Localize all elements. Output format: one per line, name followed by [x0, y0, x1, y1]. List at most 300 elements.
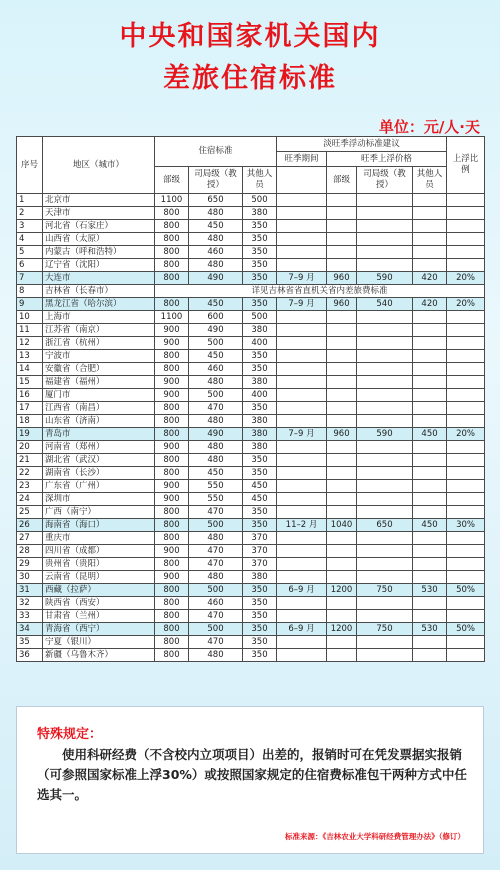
cell-ratio	[447, 259, 485, 272]
table-row	[17, 532, 485, 545]
cell-period	[277, 597, 327, 610]
cell-bu: 900	[155, 376, 189, 389]
cell-pbu: 960	[327, 272, 357, 285]
header-bu: 部级	[155, 167, 189, 194]
cell-bu: 800	[155, 246, 189, 259]
cell-bu: 800	[155, 610, 189, 623]
cell-ratio: 20%	[447, 298, 485, 311]
cell-ratio	[447, 571, 485, 584]
cell-pot	[413, 597, 447, 610]
table-row	[17, 376, 485, 389]
cell-ot: 350	[243, 623, 277, 636]
cell-psj	[357, 311, 413, 324]
cell-pot: 420	[413, 298, 447, 311]
cell-no: 7	[17, 272, 43, 285]
special-rules-box	[16, 706, 484, 854]
cell-sj: 490	[189, 324, 243, 337]
cell-region: 广西（南宁）	[43, 506, 155, 519]
cell-no: 36	[17, 649, 43, 662]
page-title-line1: 中央和国家机关国内	[119, 21, 381, 52]
cell-ot: 380	[243, 324, 277, 337]
cell-ratio	[447, 636, 485, 649]
cell-region: 陕西省（西安）	[43, 597, 155, 610]
cell-period	[277, 610, 327, 623]
cell-region: 重庆市	[43, 532, 155, 545]
cell-period	[277, 311, 327, 324]
cell-ratio	[447, 194, 485, 207]
header-peak-other: 其他人员	[413, 167, 447, 194]
cell-period	[277, 246, 327, 259]
cell-ot: 350	[243, 610, 277, 623]
cell-ratio	[447, 246, 485, 259]
cell-region: 甘肃省（兰州）	[43, 610, 155, 623]
cell-psj	[357, 259, 413, 272]
cell-ot: 380	[243, 428, 277, 441]
header-sj: 司局级（教授）	[189, 167, 243, 194]
cell-bu: 1100	[155, 194, 189, 207]
cell-ratio	[447, 649, 485, 662]
cell-region: 福建省（福州）	[43, 376, 155, 389]
cell-region: 天津市	[43, 207, 155, 220]
table-row	[17, 415, 485, 428]
cell-ratio	[447, 233, 485, 246]
cell-sj: 490	[189, 428, 243, 441]
cell-pot	[413, 311, 447, 324]
cell-ot: 380	[243, 207, 277, 220]
cell-ratio	[447, 610, 485, 623]
cell-no: 9	[17, 298, 43, 311]
cell-ot: 500	[243, 311, 277, 324]
table-row	[17, 584, 485, 597]
header-other: 其他人员	[243, 167, 277, 194]
cell-no: 20	[17, 441, 43, 454]
table-row	[17, 493, 485, 506]
cell-pot	[413, 480, 447, 493]
cell-region: 深圳市	[43, 493, 155, 506]
cell-ratio: 50%	[447, 623, 485, 636]
cell-region: 海南省（海口）	[43, 519, 155, 532]
table-row	[17, 467, 485, 480]
cell-period	[277, 337, 327, 350]
cell-ot: 450	[243, 493, 277, 506]
cell-merged: 详见吉林省省直机关省内差旅费标准	[155, 285, 485, 298]
cell-period	[277, 259, 327, 272]
cell-no: 15	[17, 376, 43, 389]
cell-no: 10	[17, 311, 43, 324]
cell-ratio	[447, 350, 485, 363]
cell-no: 14	[17, 363, 43, 376]
cell-pot: 530	[413, 623, 447, 636]
cell-bu: 900	[155, 545, 189, 558]
cell-period	[277, 454, 327, 467]
cell-pot	[413, 532, 447, 545]
table-row	[17, 597, 485, 610]
cell-ot: 350	[243, 649, 277, 662]
cell-region: 广东省（广州）	[43, 480, 155, 493]
cell-pot	[413, 337, 447, 350]
cell-bu: 800	[155, 298, 189, 311]
table-row	[17, 259, 485, 272]
cell-psj	[357, 467, 413, 480]
special-rules-title: 特殊规定：	[37, 727, 103, 742]
cell-region: 山西省（太原）	[43, 233, 155, 246]
cell-no: 12	[17, 337, 43, 350]
cell-region: 安徽省（合肥）	[43, 363, 155, 376]
cell-psj	[357, 480, 413, 493]
cell-period	[277, 207, 327, 220]
cell-psj: 590	[357, 272, 413, 285]
cell-sj: 450	[189, 220, 243, 233]
cell-pbu	[327, 415, 357, 428]
cell-region: 江西省（南昌）	[43, 402, 155, 415]
cell-period	[277, 441, 327, 454]
cell-psj: 590	[357, 428, 413, 441]
cell-region: 宁夏（银川）	[43, 636, 155, 649]
cell-ot: 350	[243, 519, 277, 532]
cell-pbu	[327, 259, 357, 272]
cell-region: 云南省（昆明）	[43, 571, 155, 584]
table-row	[17, 454, 485, 467]
cell-bu: 900	[155, 571, 189, 584]
cell-bu: 900	[155, 441, 189, 454]
cell-psj	[357, 350, 413, 363]
cell-ot: 350	[243, 636, 277, 649]
table-row	[17, 389, 485, 402]
cell-pot	[413, 233, 447, 246]
table-row	[17, 558, 485, 571]
cell-pot: 450	[413, 519, 447, 532]
cell-pbu	[327, 545, 357, 558]
cell-bu: 800	[155, 272, 189, 285]
cell-region: 宁波市	[43, 350, 155, 363]
cell-region: 新疆（乌鲁木齐）	[43, 649, 155, 662]
header-no: 序号	[17, 137, 43, 194]
cell-pbu	[327, 506, 357, 519]
cell-no: 23	[17, 480, 43, 493]
cell-period	[277, 571, 327, 584]
cell-sj: 500	[189, 623, 243, 636]
cell-no: 17	[17, 402, 43, 415]
cell-ratio	[447, 532, 485, 545]
table-row	[17, 246, 485, 259]
cell-sj: 470	[189, 545, 243, 558]
cell-sj: 460	[189, 246, 243, 259]
cell-ot: 400	[243, 389, 277, 402]
table-row	[17, 350, 485, 363]
cell-region: 厦门市	[43, 389, 155, 402]
header-peak-group: 淡旺季浮动标准建议	[277, 137, 447, 152]
cell-sj: 460	[189, 597, 243, 610]
cell-no: 6	[17, 259, 43, 272]
cell-sj: 460	[189, 363, 243, 376]
cell-period: 6–9 月	[277, 584, 327, 597]
cell-ot: 350	[243, 584, 277, 597]
cell-psj	[357, 545, 413, 558]
cell-no: 27	[17, 532, 43, 545]
cell-sj: 450	[189, 350, 243, 363]
cell-no: 5	[17, 246, 43, 259]
cell-sj: 650	[189, 194, 243, 207]
header-peak-period: 旺季期间	[277, 152, 327, 167]
cell-bu: 800	[155, 402, 189, 415]
cell-pbu	[327, 324, 357, 337]
cell-period	[277, 532, 327, 545]
table-row	[17, 636, 485, 649]
cell-ot: 350	[243, 350, 277, 363]
cell-pbu	[327, 233, 357, 246]
cell-ratio	[447, 376, 485, 389]
cell-bu: 800	[155, 363, 189, 376]
cell-sj: 480	[189, 233, 243, 246]
cell-region: 大连市	[43, 272, 155, 285]
cell-no: 18	[17, 415, 43, 428]
cell-sj: 500	[189, 337, 243, 350]
cell-region: 内蒙古（呼和浩特）	[43, 246, 155, 259]
cell-psj	[357, 415, 413, 428]
cell-period: 6–9 月	[277, 623, 327, 636]
cell-no: 8	[17, 285, 43, 298]
table-row	[17, 233, 485, 246]
cell-no: 21	[17, 454, 43, 467]
cell-ot: 450	[243, 480, 277, 493]
cell-bu: 900	[155, 493, 189, 506]
cell-region: 浙江省（杭州）	[43, 337, 155, 350]
cell-pot	[413, 376, 447, 389]
cell-pbu	[327, 363, 357, 376]
cell-ot: 370	[243, 558, 277, 571]
header-region: 地区（城市）	[43, 137, 155, 194]
cell-no: 16	[17, 389, 43, 402]
cell-bu: 800	[155, 597, 189, 610]
cell-pbu	[327, 480, 357, 493]
cell-bu: 800	[155, 428, 189, 441]
table-row	[17, 402, 485, 415]
cell-period	[277, 389, 327, 402]
cell-ratio	[447, 493, 485, 506]
cell-pot	[413, 220, 447, 233]
cell-region: 青岛市	[43, 428, 155, 441]
cell-ot: 350	[243, 454, 277, 467]
cell-pbu: 960	[327, 298, 357, 311]
cell-region: 西藏（拉萨）	[43, 584, 155, 597]
cell-sj: 450	[189, 298, 243, 311]
table-row	[17, 285, 485, 298]
cell-no: 22	[17, 467, 43, 480]
unit-label: 单位：元/人·天	[378, 118, 480, 136]
cell-pot	[413, 207, 447, 220]
cell-ratio	[447, 363, 485, 376]
cell-ot: 350	[243, 233, 277, 246]
cell-ot: 380	[243, 571, 277, 584]
cell-sj: 470	[189, 610, 243, 623]
cell-ot: 350	[243, 597, 277, 610]
cell-region: 上海市	[43, 311, 155, 324]
cell-region: 青海省（西宁）	[43, 623, 155, 636]
cell-psj	[357, 194, 413, 207]
header-peak-bu: 部级	[327, 167, 357, 194]
cell-pot: 450	[413, 428, 447, 441]
cell-psj	[357, 337, 413, 350]
cell-ratio	[447, 454, 485, 467]
cell-no: 33	[17, 610, 43, 623]
cell-bu: 800	[155, 207, 189, 220]
cell-period	[277, 493, 327, 506]
cell-psj	[357, 597, 413, 610]
cell-ot: 380	[243, 415, 277, 428]
cell-sj: 600	[189, 311, 243, 324]
cell-pot	[413, 610, 447, 623]
header-peak-price: 旺季上浮价格	[327, 152, 447, 167]
cell-psj	[357, 571, 413, 584]
cell-ot: 350	[243, 272, 277, 285]
cell-bu: 1100	[155, 311, 189, 324]
cell-pbu	[327, 532, 357, 545]
cell-no: 24	[17, 493, 43, 506]
cell-psj	[357, 389, 413, 402]
cell-pot: 420	[413, 272, 447, 285]
cell-ot: 350	[243, 506, 277, 519]
cell-bu: 800	[155, 454, 189, 467]
cell-pot	[413, 545, 447, 558]
cell-bu: 900	[155, 480, 189, 493]
cell-ratio	[447, 402, 485, 415]
cell-bu: 800	[155, 233, 189, 246]
cell-region: 北京市	[43, 194, 155, 207]
cell-period	[277, 194, 327, 207]
cell-region: 湖南省（长沙）	[43, 467, 155, 480]
page-title-line2: 差旅住宿标准	[163, 63, 337, 94]
cell-pot	[413, 506, 447, 519]
cell-ratio	[447, 337, 485, 350]
cell-region: 河北省（石家庄）	[43, 220, 155, 233]
cell-ratio	[447, 415, 485, 428]
cell-sj: 500	[189, 584, 243, 597]
cell-pot	[413, 415, 447, 428]
cell-period	[277, 558, 327, 571]
cell-period	[277, 376, 327, 389]
cell-pot	[413, 571, 447, 584]
cell-period: 7–9 月	[277, 272, 327, 285]
cell-ot: 380	[243, 441, 277, 454]
cell-psj	[357, 649, 413, 662]
cell-no: 19	[17, 428, 43, 441]
cell-region: 湖北省（武汉）	[43, 454, 155, 467]
cell-ratio	[447, 389, 485, 402]
cell-no: 31	[17, 584, 43, 597]
cell-ratio	[447, 207, 485, 220]
cell-region: 贵州省（贵阳）	[43, 558, 155, 571]
table-row	[17, 207, 485, 220]
cell-bu: 900	[155, 324, 189, 337]
cell-bu: 800	[155, 220, 189, 233]
cell-ratio	[447, 441, 485, 454]
cell-ot: 350	[243, 402, 277, 415]
cell-pot	[413, 324, 447, 337]
table-row	[17, 194, 485, 207]
cell-psj	[357, 532, 413, 545]
cell-ot: 400	[243, 337, 277, 350]
cell-ot: 350	[243, 298, 277, 311]
cell-sj: 480	[189, 415, 243, 428]
table-row	[17, 506, 485, 519]
cell-sj: 500	[189, 389, 243, 402]
cell-sj: 480	[189, 376, 243, 389]
table-row	[17, 428, 485, 441]
cell-period	[277, 363, 327, 376]
table-row	[17, 610, 485, 623]
cell-bu: 800	[155, 623, 189, 636]
cell-pot	[413, 441, 447, 454]
cell-ratio	[447, 480, 485, 493]
cell-ot: 350	[243, 363, 277, 376]
header-peak-sj: 司局级（教授）	[357, 167, 413, 194]
cell-period	[277, 649, 327, 662]
cell-psj	[357, 441, 413, 454]
cell-sj: 470	[189, 636, 243, 649]
cell-region: 辽宁省（沈阳）	[43, 259, 155, 272]
cell-period	[277, 350, 327, 363]
cell-pot	[413, 467, 447, 480]
cell-period	[277, 415, 327, 428]
header-lodging: 住宿标准	[155, 137, 277, 167]
cell-period	[277, 324, 327, 337]
cell-pot	[413, 402, 447, 415]
cell-no: 35	[17, 636, 43, 649]
table-row	[17, 337, 485, 350]
cell-bu: 800	[155, 519, 189, 532]
cell-psj: 540	[357, 298, 413, 311]
cell-pot	[413, 389, 447, 402]
cell-psj: 750	[357, 584, 413, 597]
cell-no: 34	[17, 623, 43, 636]
cell-pbu	[327, 441, 357, 454]
cell-pbu	[327, 194, 357, 207]
cell-pbu: 1200	[327, 623, 357, 636]
cell-ot: 350	[243, 246, 277, 259]
cell-psj	[357, 246, 413, 259]
cell-no: 30	[17, 571, 43, 584]
cell-ratio: 20%	[447, 272, 485, 285]
cell-pot	[413, 350, 447, 363]
cell-psj	[357, 233, 413, 246]
table-row	[17, 571, 485, 584]
cell-pbu	[327, 311, 357, 324]
cell-no: 2	[17, 207, 43, 220]
cell-bu: 800	[155, 259, 189, 272]
table-row	[17, 272, 485, 285]
cell-pbu: 1200	[327, 584, 357, 597]
cell-psj	[357, 493, 413, 506]
cell-sj: 500	[189, 519, 243, 532]
cell-sj: 470	[189, 558, 243, 571]
table-row	[17, 480, 485, 493]
cell-psj: 650	[357, 519, 413, 532]
cell-period	[277, 233, 327, 246]
cell-region: 江苏省（南京）	[43, 324, 155, 337]
cell-psj	[357, 454, 413, 467]
cell-ratio	[447, 220, 485, 233]
cell-no: 1	[17, 194, 43, 207]
special-rules-body: 使用科研经费（不含校内立项项目）出差的，报销时可在凭发票据实报销（可参照国家标准上浮30%）或按照国家规定的住宿费标准包干两种方式中任选其一。	[37, 747, 467, 802]
cell-bu: 800	[155, 649, 189, 662]
cell-bu: 800	[155, 350, 189, 363]
cell-psj	[357, 376, 413, 389]
cell-sj: 550	[189, 493, 243, 506]
cell-psj	[357, 610, 413, 623]
cell-region: 山东省（济南）	[43, 415, 155, 428]
header-period-empty	[277, 167, 327, 194]
table-row	[17, 519, 485, 532]
